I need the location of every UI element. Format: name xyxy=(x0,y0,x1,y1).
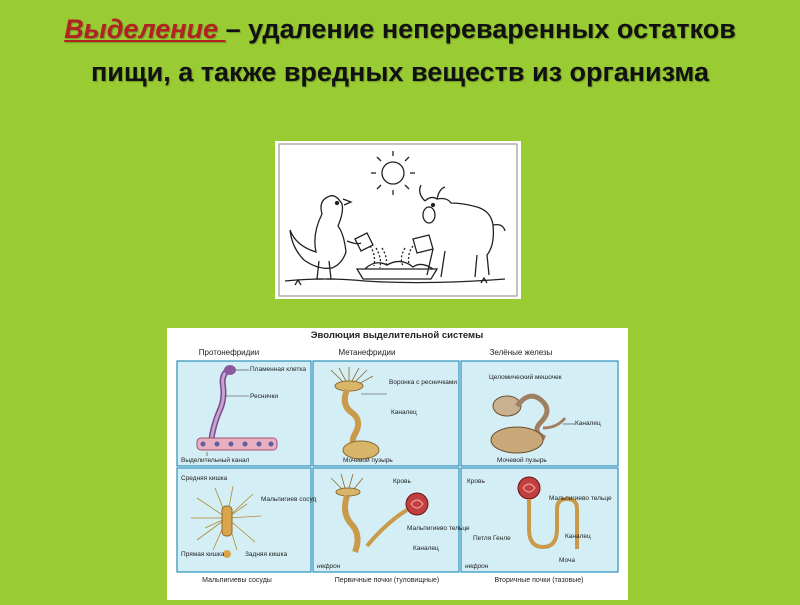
label-malpighian-body-2: Мальпигиево тельце xyxy=(549,495,612,502)
label-tubule-1: Каналец xyxy=(391,409,417,416)
label-tubule-4: Каналец xyxy=(565,533,591,540)
label-blood-1: Кровь xyxy=(393,478,411,485)
label-loop-henle: Петля Генле xyxy=(473,535,511,542)
label-rectum: Прямая кишка xyxy=(181,551,225,558)
label-tubule-3: Каналец xyxy=(413,545,439,552)
caption-malpighian: Мальпигиевы сосуды xyxy=(202,577,272,584)
evolution-diagram xyxy=(167,328,628,600)
label-urine: Моча xyxy=(559,557,575,564)
label-flame-cell: Пламенная клетка xyxy=(250,366,306,373)
cartoon-drawing xyxy=(275,141,521,299)
box-primary-kidney xyxy=(313,468,459,572)
label-bladder-1: Мочевой пузырь xyxy=(343,457,393,464)
label-tubule-2: Каналец xyxy=(575,420,601,427)
label-nephron-2: нефрон xyxy=(465,563,489,570)
label-coelomic-sac: Целомический мешочек xyxy=(489,374,562,381)
cartoon-image xyxy=(275,141,521,299)
label-blood-2: Кровь xyxy=(467,478,485,485)
box-metanephridia xyxy=(313,361,459,466)
slide-title xyxy=(30,8,770,94)
term-definition: – удаление непереваренных остатков пищи, а также вредных веществ из организма xyxy=(90,14,736,87)
term-vydelenie: Выделение xyxy=(64,14,226,44)
label-malpighian-body-1: Мальпигиево тельце xyxy=(407,525,470,532)
label-hindgut: Задняя кишка xyxy=(245,551,288,558)
col-header-green-glands: Зелёные железы xyxy=(489,348,553,357)
label-midgut: Средняя кишка xyxy=(181,475,228,482)
label-nephron-1: нефрон xyxy=(317,563,341,570)
caption-primary-kidney: Первичные почки (туловищные) xyxy=(334,577,440,584)
label-cilia: Реснички xyxy=(250,393,278,400)
label-bladder-2: Мочевой пузырь xyxy=(497,457,547,464)
col-header-protonephridia: Протонефридии xyxy=(198,348,260,357)
label-malpighian-vessel: Мальпигиев сосуд xyxy=(261,496,317,503)
excretory-evolution-figure xyxy=(167,328,628,600)
label-excretory-canal: Выделительный канал xyxy=(181,457,250,464)
label-funnel: Воронка с ресничками xyxy=(389,379,458,386)
caption-secondary-kidney: Вторичные почки (тазовые) xyxy=(494,577,584,584)
figure-heading: Эволюция выделительной системы xyxy=(310,330,484,341)
col-header-metanephridia: Метанефридии xyxy=(338,348,396,357)
